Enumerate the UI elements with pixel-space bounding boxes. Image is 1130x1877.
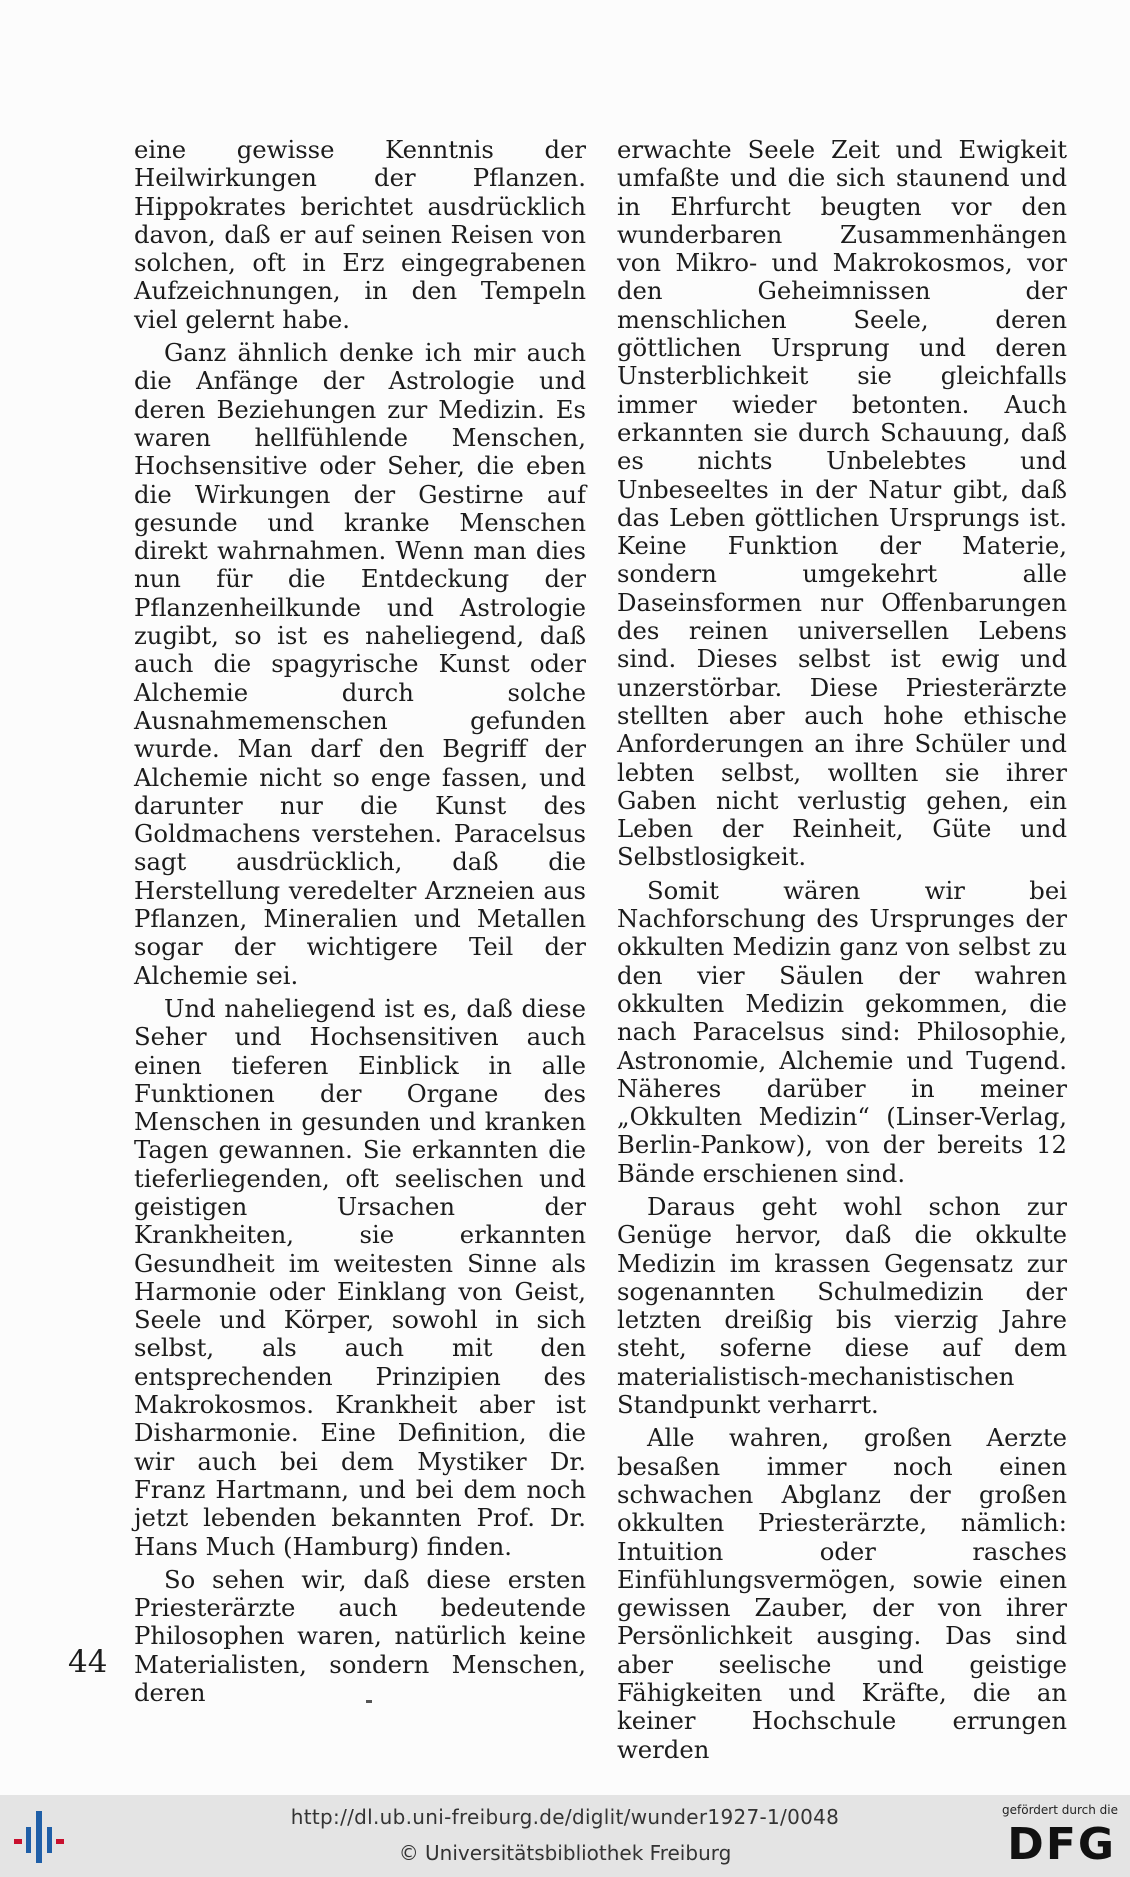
paragraph: erwachte Seele Zeit und Ewigkeit umfaßte und die sich staunend und in Ehrfurcht beugten vor den wunderbaren Zusammenhängen von Mikro- und Makrokosmos, vor den Geheimnissen der menschlichen Seele, deren göttlichen Ursprung und deren Unsterblichkeit sie gleichfalls immer wieder betonten. Auch erkannten sie durch Schauung, daß es nichts Unbelebtes und Unbeseeltes in der Natur gibt, daß das Leben göttlichen Ursprungs ist. Keine Funktion der Materie, sondern umgekehrt alle Daseinsformen nur Offenbarungen des reinen universellen Lebens sind. Dieses selbst ist ewig und unzerstörbar. Diese Priesterärzte stellten aber auch hohe ethische Anforderungen an ihre Schüler und lebten selbst, wollten sie ihrer Gaben nicht verlustig gehen, ein Leben der Reinheit, Güte und Selbstlosigkeit. <box>617 135 1067 872</box>
paragraph: Daraus geht wohl schon zur Genüge hervor, daß die okkulte Medizin im krassen Gegensatz zur sogenannten Schulmedizin der letzten dreißig bis vierzig Jahre steht, soferne diese auf dem materialistisch-mechanistischen Standpunkt verharrt. <box>617 1191 1067 1420</box>
copyright-text: © Universitätsbibliothek Freiburg <box>398 1841 732 1865</box>
paragraph: eine gewisse Kenntnis der Heilwirkungen der Pflanzen. Hippokrates berichtet ausdrücklich davon, daß er auf seinen Reisen von solchen, oft in Erz eingegrabenen Aufzeichnungen, in den Tempeln viel gelernt habe. <box>134 135 586 334</box>
paragraph: Alle wahren, großen Aerzte besaßen immer noch einen schwachen Abglanz der großen okkulten Priesterärzte, nämlich: Intuition oder rasches Einfühlungsvermögen, sowie einen gewissen Zauber, der von ihrer Persönlichkeit ausging. Das sind aber seelische und geistige Fähigkeiten und Kräfte, die an keiner Hochschule errungen werden <box>617 1423 1067 1764</box>
page-number: 44 <box>68 1644 108 1680</box>
dfg-caption: gefördert durch die <box>1002 1803 1118 1817</box>
paragraph: Ganz ähnlich denke ich mir auch die Anfänge der Astrologie und deren Beziehungen zur Medizin. Es waren hellfühlende Menschen, Hochsensitive oder Seher, die eben die Wirkungen der Gestirne auf gesunde und kranke Menschen direkt wahrnahmen. Wenn man dies nun für die Entdeckung der Pflanzenheilkunde und Astrologie zugibt, so ist es naheliegend, daß auch die spagyrische Kunst oder Alchemie durch solche Ausnahmemenschen gefunden wurde. Man darf den Begriff der Alchemie nicht so enge fassen, und darunter nur die Kunst des Goldmachens verstehen. Paracelsus sagt ausdrücklich, daß die Herstellung veredelter Arzneien aus Pflanzen, Mineralien und Metallen sogar der wichtigere Teil der Alchemie sei. <box>134 338 586 990</box>
left-text-column <box>134 136 586 1712</box>
paragraph: So sehen wir, daß diese ersten Priesterärzte auch bedeutende Philosophen waren, natürlich keine Materialisten, sondern Menschen, deren <box>134 1564 586 1708</box>
footer-bar <box>0 1795 1130 1877</box>
source-url-link[interactable]: http://dl.ub.uni-freiburg.de/diglit/wunder1927-1/0048 <box>290 1805 840 1829</box>
paragraph: Und naheliegend ist es, daß diese Seher und Hochsensitiven auch einen tieferen Einblick in alle Funktionen der Organe des Menschen in gesunden und kranken Tagen gewannen. Sie erkannten die tieferliegenden, oft seelischen und geistigen Ursachen der Krankheiten, sie erkannten Gesundheit im weitesten Sinne als Harmonie oder Einklang von Geist, Seele und Körper, sowohl in sich selbst, als auch mit den entsprechenden Prinzipien des Makrokosmos. Krankheit aber ist Disharmonie. Eine Definition, die wir auch bei dem Mystiker Dr. Franz Hartmann, und bei dem noch jetzt lebenden bekannten Prof. Dr. Hans Much (Hamburg) finden. <box>134 993 586 1561</box>
paragraph: Somit wären wir bei Nachforschung des Ursprunges der okkulten Medizin ganz von selbst zu den vier Säulen der wahren okkulten Medizin gekommen, die nach Paracelsus sind: Philosophie, Astronomie, Alchemie und Tugend. Näheres darüber in meiner „Okkulten Medizin“ (Linser-Verlag, Berlin-Pankow), von der bereits 12 Bände erschienen sind. <box>617 875 1067 1188</box>
right-text-column <box>617 136 1067 1769</box>
scan-speck <box>366 1700 372 1703</box>
dfg-logo: DFG <box>1007 1819 1116 1870</box>
